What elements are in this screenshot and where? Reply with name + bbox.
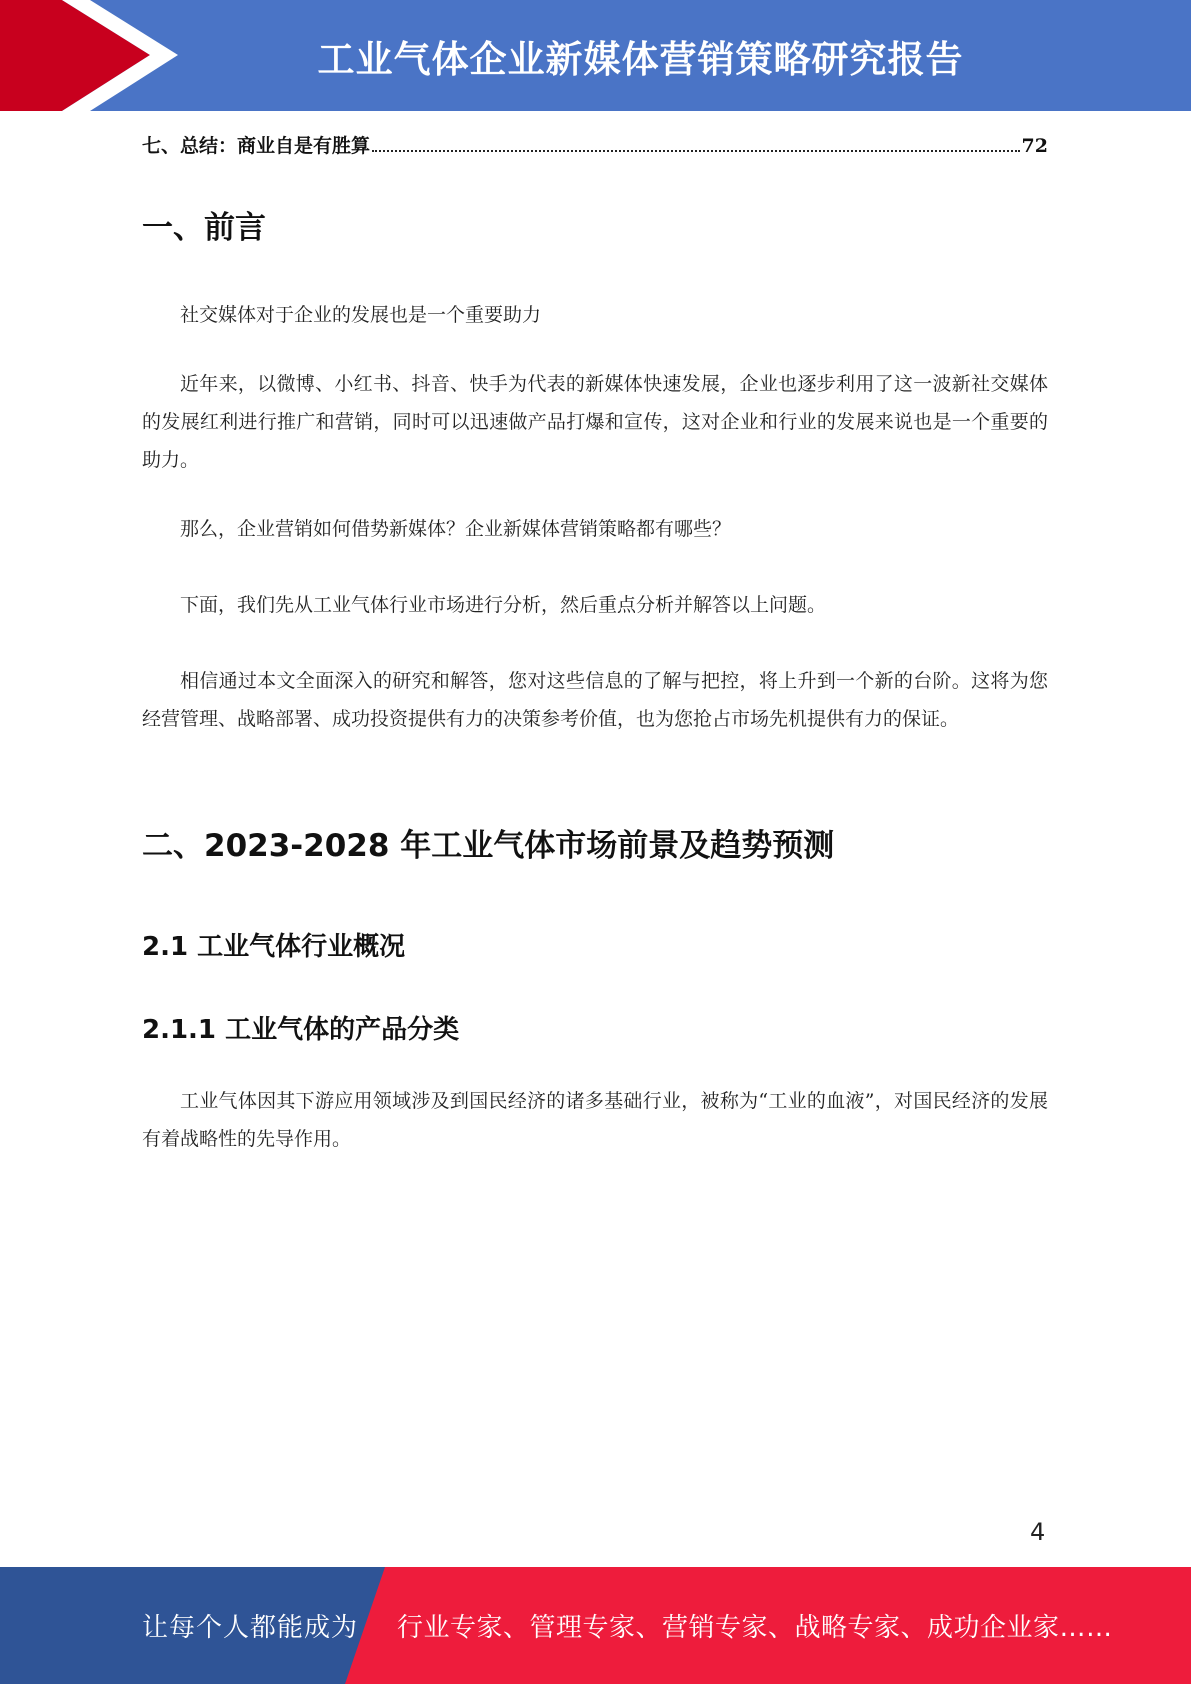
section-heading-2: 二、2023-2028 年工业气体市场前景及趋势预测 — [142, 828, 835, 864]
page-footer — [0, 1567, 1191, 1684]
toc-entry-label: 七、总结：商业自是有胜算 — [142, 135, 371, 157]
paragraph-6: 工业气体因其下游应用领域涉及到国民经济的诸多基础行业，被称为“工业的血液”，对国民经济的发展有着战略性的先导作用。 — [142, 1090, 1048, 1150]
subsection-heading-2-1: 2.1 工业气体行业概况 — [142, 932, 406, 962]
toc-entry-page: 72 — [1021, 135, 1048, 157]
paragraph-4: 下面，我们先从工业气体行业市场进行分析，然后重点分析并解答以上问题。 — [180, 594, 827, 616]
paragraph-5: 相信通过本文全面深入的研究和解答，您对这些信息的了解与把控，将上升到一个新的台阶。这将为您经营管理、战略部署、成功投资提供有力的决策参考价值，也为您抢占市场先机提供有力的保证。 — [142, 670, 1048, 730]
report-title: 工业气体企业新媒体营销策略研究报告 — [317, 37, 964, 81]
paragraph-2: 近年来，以微博、小红书、抖音、快手为代表的新媒体快速发展，企业也逐步利用了这一波新社交媒体的发展红利进行推广和营销，同时可以迅速做产品打爆和宣传，这对企业和行业的发展来说也是一个重要的助力。 — [142, 373, 1048, 471]
section-heading-1: 一、前言 — [142, 210, 266, 246]
header-arrow-icon — [0, 0, 240, 111]
page-number: 4 — [1030, 1518, 1046, 1546]
page-header — [0, 0, 1191, 111]
footer-slogan-right: 行业专家、管理专家、营销专家、战略专家、成功企业家…… — [397, 1613, 1113, 1643]
toc-leader-dots — [372, 149, 1020, 152]
paragraph-3: 那么，企业营销如何借势新媒体？企业新媒体营销策略都有哪些？ — [180, 518, 732, 540]
subsection-heading-2-1-1: 2.1.1 工业气体的产品分类 — [142, 1015, 460, 1045]
footer-slogan-left: 让每个人都能成为 — [142, 1613, 359, 1643]
paragraph-1: 社交媒体对于企业的发展也是一个重要助力 — [180, 304, 542, 326]
toc-entry[interactable] — [142, 131, 1048, 158]
